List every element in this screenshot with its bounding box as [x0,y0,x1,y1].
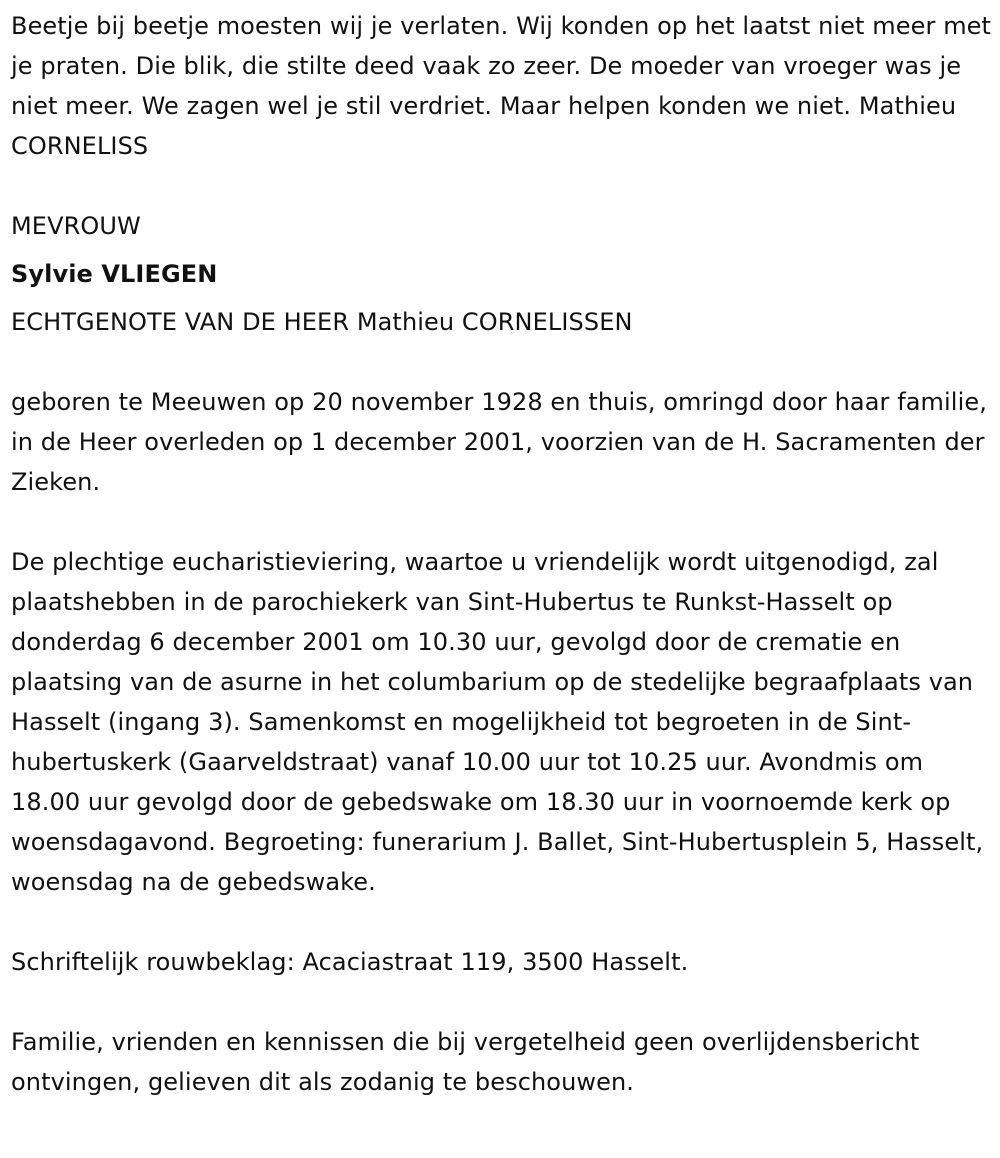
deceased-name: Sylvie VLIEGEN [11,260,218,288]
condolences-address: Schriftelijk rouwbeklag: Acaciastraat 119, 3500 Hasselt. [11,948,689,976]
honorific-title: MEVROUW [11,212,141,240]
birth-death-paragraph: geboren te Meeuwen op 20 november 1928 en thuis, omringd door haar familie, in de Heer overleden op 1 december 2001, voorzien van de H. Sacramenten der Zieken. [11,388,987,496]
closing-notice: Familie, vrienden en kennissen die bij vergetelheid geen overlijdensbericht ontvingen, gelieven dit als zodanig te beschouwen. [11,1028,920,1096]
obituary-text [11,6,993,1102]
spouse-line: ECHTGENOTE VAN DE HEER Mathieu CORNELISSEN [11,308,633,336]
ceremony-paragraph: De plechtige eucharistieviering, waartoe u vriendelijk wordt uitgenodigd, zal plaatshebben in de parochiekerk van Sint-Hubertus te Runkst-Hasselt op donderdag 6 december 2001 om 10.30 uur, gevolgd door de crematie en plaatsing van de asurne in het columbarium op de stedelijke begraafplaats van Hasselt (ingang 3). Samenkomst en mogelijkheid tot begroeten in de Sint-hubertuskerk (Gaarveldstraat) vanaf 10.00 uur tot 10.25 uur. Avondmis om 18.00 uur gevolgd door de gebedswake om 18.30 uur in voornoemde kerk op woensdagavond. Begroeting: funerarium J. Ballet, Sint-Hubertusplein 5, Hasselt, woensdag na de gebedswake. [11,548,984,896]
intro-poem: Beetje bij beetje moesten wij je verlaten. Wij konden op het laatst niet meer met je praten. Die blik, die stilte deed vaak zo zeer. De moeder van vroeger was je niet meer. We zagen wel je stil verdriet. Maar helpen konden we niet. Mathieu CORNELISS [11,12,992,160]
